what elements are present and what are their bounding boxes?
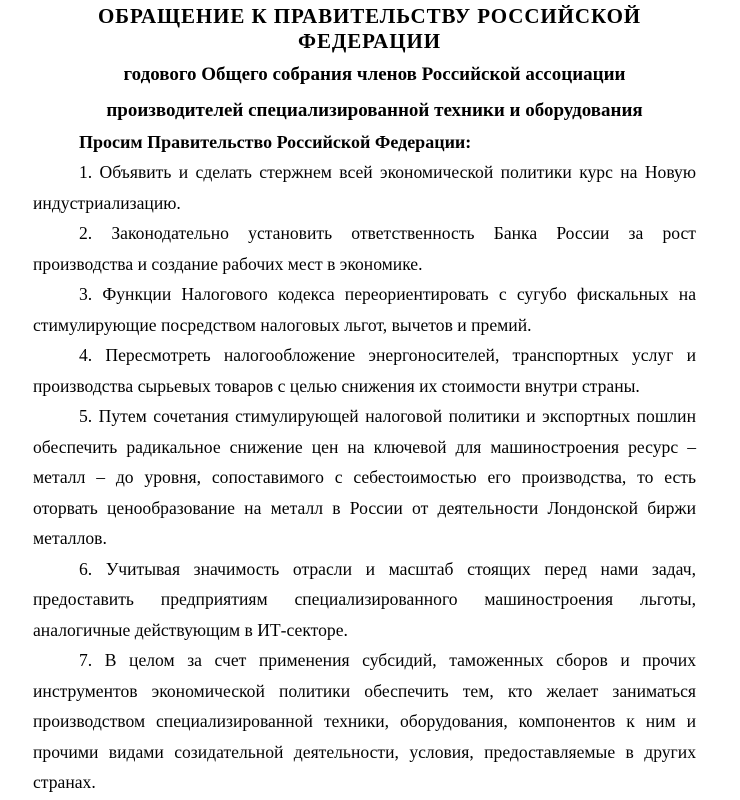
document-title: ОБРАЩЕНИЕ К ПРАВИТЕЛЬСТВУ РОССИЙСКОЙ ФЕДЕРАЦИИ [97, 4, 642, 53]
appeal-items-list [33, 157, 696, 798]
appeal-item-1: 1. Объявить и сделать стержнем всей экономической политики курс на Новую индустриализацию. [33, 162, 696, 213]
appeal-lead-text: Просим Правительство Российской Федерации: [79, 132, 472, 152]
appeal-item-3: 3. Функции Налогового кодекса переориентировать с сугубо фискальных на стимулирующие посредством налоговых льгот, вычетов и премий. [33, 284, 696, 335]
document-subtitle-line-1: годового Общего собрания членов Российской ассоциации [123, 64, 626, 85]
appeal-item-7: 7. В целом за счет применения субсидий, таможенных сборов и прочих инструментов экономической политики обеспечить тем, кто желает заниматься производством специализированной техники, оборудования, компонентов к ним и прочими видами созидательной деятельности, условия, предоставляемые в других странах. [33, 650, 696, 792]
appeal-item-5: 5. Путем сочетания стимулирующей налоговой политики и экспортных пошлин обеспечить радикальное снижение цен на ключевой для машиностроения ресурс – металл – до уровня, сопоставимого с себестоимостью его производства, то есть оторвать ценообразование на металл в России от деятельности Лондонской биржи металлов. [33, 406, 696, 548]
appeal-item-6: 6. Учитывая значимость отрасли и масштаб стоящих перед нами задач, предоставить предприятиям специализированного машиностроения льготы, аналогичные действующим в ИТ-секторе. [33, 558, 696, 640]
appeal-item-2: 2. Законодательно установить ответственность Банка России за рост производства и создание рабочих мест в экономике. [33, 223, 696, 274]
document-subtitle-line-2: производителей специализированной техники и оборудования [106, 100, 643, 121]
appeal-item-4: 4. Пересмотреть налогообложение энергоносителей, транспортных услуг и производства сырьевых товаров с целью снижения их стоимости внутри страны. [33, 345, 696, 396]
